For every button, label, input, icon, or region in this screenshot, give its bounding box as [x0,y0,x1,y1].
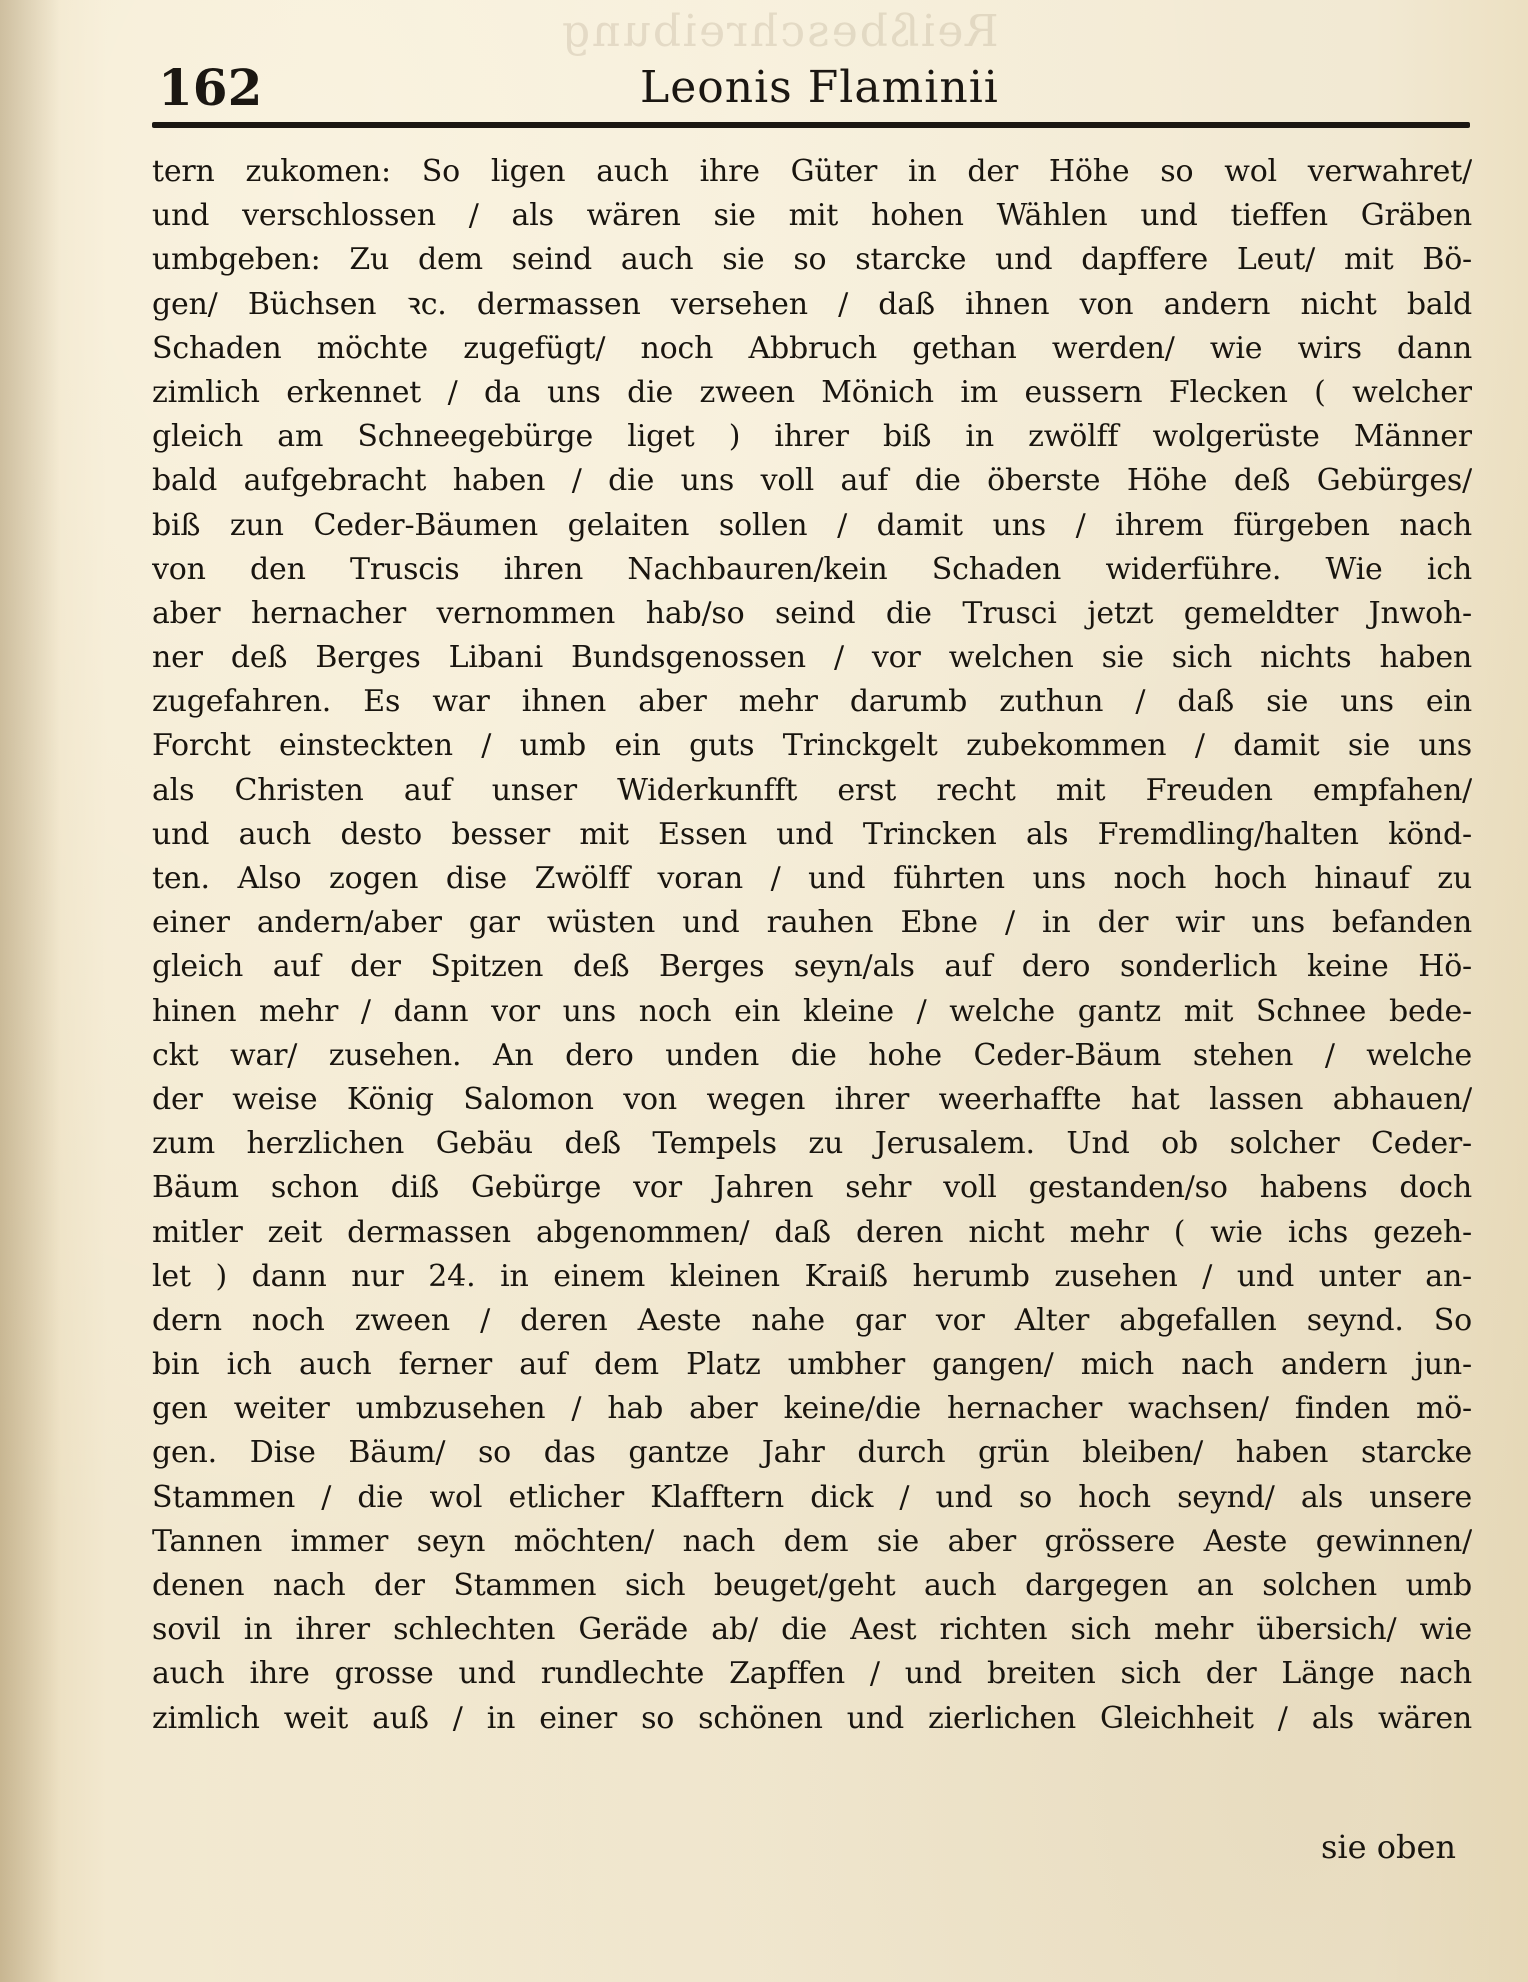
text-line: zum herzlichen Gebäu deß Tempels zu Jerusalem. Und ob solcher Ceder- [152,1126,1472,1162]
text-line: zugefahren. Es war ihnen aber mehr darumb zuthun / daß sie uns ein [152,684,1472,720]
gutter-shadow [0,0,60,1982]
text-line: gen weiter umbzusehen / hab aber keine/die hernacher wachsen/ finden mö- [152,1391,1472,1427]
text-line: zimlich weit auß / in einer so schönen und zierlichen Gleichheit / als wären [152,1700,1472,1736]
text-line: als Christen auf unser Widerkunfft erst recht mit Freuden empfahen/ [152,772,1472,808]
text-line: zimlich erkennet / da uns die zween Mönich im eussern Flecken ( welcher [152,374,1472,410]
text-line: einer andern/aber gar wüsten und rauhen Ebne / in der wir uns befanden [152,905,1472,941]
text-line: und auch desto besser mit Essen und Trincken als Fremdling/halten könd- [152,816,1472,852]
text-line: bald aufgebracht haben / die uns voll auf die öberste Höhe deß Gebürges/ [152,463,1472,499]
text-line: bin ich auch ferner auf dem Platz umbher gangen/ mich nach andern jun- [152,1347,1472,1383]
running-head: Leonis Flaminii [640,62,999,113]
text-line: biß zun Ceder-Bäumen gelaiten sollen / damit uns / ihrem fürgeben nach [152,507,1472,543]
text-line: ner deß Berges Libani Bundsgenossen / vor welchen sie sich nichts haben [152,640,1472,676]
text-line: umbgeben: Zu dem seind auch sie so starcke und dapffere Leut/ mit Bö- [152,242,1472,278]
text-line: mitler zeit dermassen abgenommen/ daß deren nicht mehr ( wie ichs gezeh- [152,1214,1472,1250]
text-line: gleich am Schneegebürge liget ) ihrer biß in zwölff wolgerüste Männer [152,419,1472,455]
bleed-through-text: Reißbeschreibung [560,6,999,57]
text-line: Stammen / die wol etlicher Klafftern dick / und so hoch seynd/ als unsere [152,1479,1472,1515]
page-number: 162 [158,58,263,117]
text-line: auch ihre grosse und rundlechte Zapffen / und breiten sich der Länge nach [152,1656,1472,1692]
body-text [152,150,1472,1741]
text-line: Forcht einsteckten / umb ein guts Trinckgelt zubekommen / damit sie uns [152,728,1472,764]
header-rule [152,122,1470,128]
text-line: Schaden möchte zugefügt/ noch Abbruch gethan werden/ wie wirs dann [152,330,1472,366]
text-line: dern noch zween / deren Aeste nahe gar vor Alter abgefallen seynd. So [152,1302,1472,1338]
text-line: gleich auf der Spitzen deß Berges seyn/als auf dero sonderlich keine Hö- [152,949,1472,985]
text-line: denen nach der Stammen sich beuget/geht auch dargegen an solchen umb [152,1568,1472,1603]
text-line: Bäum schon diß Gebürge vor Jahren sehr voll gestanden/so habens doch [152,1170,1472,1206]
text-line: sovil in ihrer schlechten Geräde ab/ die Aest richten sich mehr übersich/ wie [152,1612,1472,1648]
page-header [150,50,1470,120]
text-line: ten. Also zogen dise Zwölff voran / und führten uns noch hoch hinauf zu [152,861,1472,896]
catchword: sie oben [1320,1828,1456,1866]
text-line: und verschlossen / als wären sie mit hohen Wählen und tieffen Gräben [152,198,1472,234]
text-line: ckt war/ zusehen. An dero unden die hohe Ceder-Bäum stehen / welche [152,1037,1472,1073]
text-line: aber hernacher vernommen hab/so seind die Trusci jetzt gemeldter Jnwoh- [152,595,1472,631]
text-line: Tannen immer seyn möchten/ nach dem sie aber grössere Aeste gewinnen/ [152,1523,1472,1559]
text-line: gen. Dise Bäum/ so das gantze Jahr durch grün bleiben/ haben starcke [152,1435,1472,1471]
text-line: let ) dann nur 24. in einem kleinen Kraiß herumb zusehen / und unter an- [152,1258,1472,1294]
text-line: der weise König Salomon von wegen ihrer weerhaffte hat lassen abhauen/ [152,1081,1472,1117]
text-line: tern zukomen: So ligen auch ihre Güter in der Höhe so wol verwahret/ [152,154,1472,189]
text-line: gen/ Büchsen ꝛc. dermassen versehen / daß ihnen von andern nicht bald [152,286,1472,322]
text-line: hinen mehr / dann vor uns noch ein kleine / welche gantz mit Schnee bede- [152,993,1472,1029]
text-line: von den Truscis ihren Nachbauren/kein Schaden widerführe. Wie ich [152,551,1472,587]
